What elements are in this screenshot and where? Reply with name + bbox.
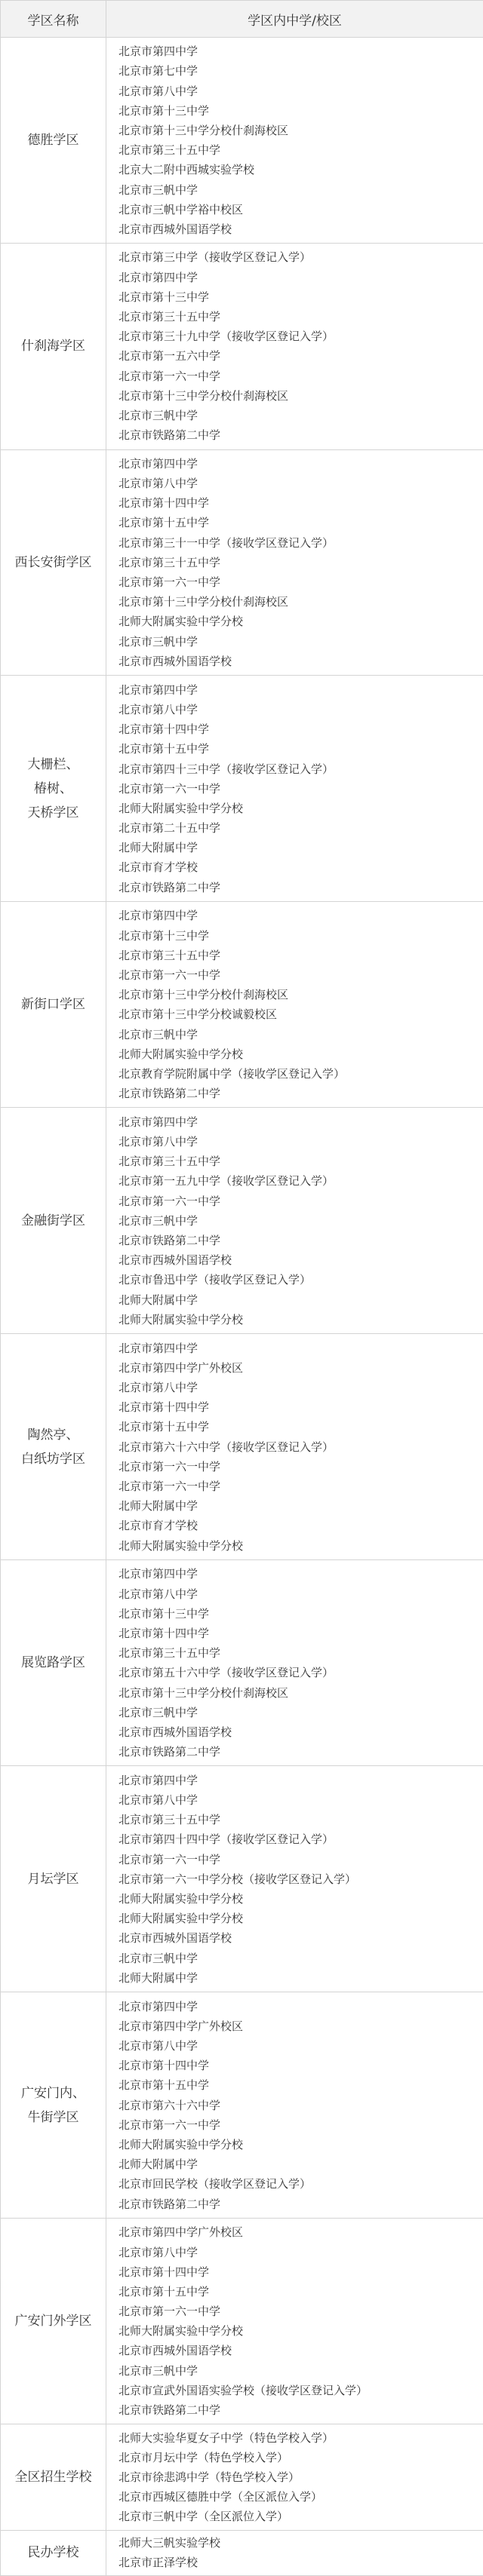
school-item: 北京市三帆中学 bbox=[118, 1705, 198, 1719]
school-list bbox=[106, 1562, 483, 1764]
school-item: 北师大附属实验中学分校 bbox=[118, 801, 244, 815]
school-item: 北京市第三十一中学（接收学区登记入学） bbox=[118, 535, 334, 550]
school-item: 北京市第八中学 bbox=[118, 1381, 198, 1395]
school-item: 北京大二附中西城实验学校 bbox=[118, 163, 255, 177]
school-item: 北京市第四中学 bbox=[118, 1999, 198, 2013]
district-row bbox=[1, 902, 483, 1108]
school-item: 北京市第三十五中学 bbox=[118, 1646, 221, 1661]
school-item: 北京市第八中学 bbox=[118, 702, 198, 716]
school-item: 北京市第八中学 bbox=[118, 1587, 198, 1601]
school-item: 北京市第三十五中学 bbox=[118, 1155, 221, 1169]
school-item: 北京市第十三中学分校什刹海校区 bbox=[118, 388, 289, 403]
school-item: 北京市西城外国语学校 bbox=[118, 222, 232, 236]
school-item: 北京市第六十六中学 bbox=[118, 2098, 221, 2112]
district-row bbox=[1, 2219, 483, 2424]
district-row bbox=[1, 2424, 483, 2530]
school-item: 北京市第四中学广外校区 bbox=[118, 1360, 244, 1375]
school-item: 北京市西城外国语学校 bbox=[118, 654, 232, 668]
school-list bbox=[106, 1768, 483, 1990]
header-schools: 学区内中学/校区 bbox=[106, 1, 483, 38]
school-item: 北京市第一六一中学分校（接收学区登记入学） bbox=[118, 1872, 357, 1886]
school-item: 北京市三帆中学 bbox=[118, 1213, 198, 1228]
district-name: 西长安街学区 bbox=[1, 449, 106, 676]
school-item: 北京市三帆中学裕中校区 bbox=[118, 202, 244, 216]
school-item: 北京市第十三中学分校什刹海校区 bbox=[118, 123, 289, 137]
school-item: 北京市铁路第二中学 bbox=[118, 2197, 221, 2211]
school-item: 北京市第四中学 bbox=[118, 1341, 198, 1355]
district-schools bbox=[106, 449, 483, 676]
school-item: 北师大三帆实验学校 bbox=[118, 2536, 221, 2550]
school-item: 北京市第十四中学 bbox=[118, 722, 210, 737]
header-district-name: 学区名称 bbox=[1, 1, 106, 38]
school-item: 北京市第一五九中学（接收学区登记入学） bbox=[118, 1174, 334, 1188]
school-list bbox=[106, 2531, 483, 2574]
school-item: 北京市西城区德胜中学（全区派位入学） bbox=[118, 2490, 323, 2504]
school-item: 北京市第四中学 bbox=[118, 44, 198, 59]
school-item: 北京市育才学校 bbox=[118, 1519, 198, 1533]
district-name: 展览路学区 bbox=[1, 1560, 106, 1766]
school-item: 北京市西城外国语学校 bbox=[118, 1931, 232, 1946]
school-list bbox=[106, 903, 483, 1106]
school-item: 北京市第一六一中学 bbox=[118, 1852, 221, 1866]
district-row bbox=[1, 449, 483, 676]
school-item: 北京市第一六一中学 bbox=[118, 1194, 221, 1208]
school-item: 北京市第八中学 bbox=[118, 2039, 198, 2053]
district-name: 广安门内、 牛街学区 bbox=[1, 1992, 106, 2219]
school-item: 北京市西城外国语学校 bbox=[118, 1253, 232, 1268]
school-item: 北京市第十三中学 bbox=[118, 928, 210, 943]
school-item: 北京市第一六一中学 bbox=[118, 2305, 221, 2319]
school-item: 北师大附属实验中学分校 bbox=[118, 1891, 244, 1906]
school-item: 北师大实验华夏女子中学（特色学校入学） bbox=[118, 2430, 334, 2445]
school-item: 北京市第十五中学 bbox=[118, 1420, 210, 1434]
district-name: 新街口学区 bbox=[1, 902, 106, 1108]
school-item: 北京市第一六一中学 bbox=[118, 575, 221, 590]
school-item: 北京市回民学校（接收学区登记入学） bbox=[118, 2177, 312, 2191]
school-item: 北京市第十三中学分校什刹海校区 bbox=[118, 1685, 289, 1700]
school-item: 北师大附属中学 bbox=[118, 1293, 198, 1307]
district-name: 全区招生学校 bbox=[1, 2424, 106, 2530]
school-item: 北京市第八中学 bbox=[118, 1793, 198, 1808]
school-item: 北京市第十四中学 bbox=[118, 496, 210, 511]
school-item: 北京市第十三中学分校什刹海校区 bbox=[118, 988, 289, 1002]
district-schools bbox=[106, 2530, 483, 2575]
school-item: 北京市第五十六中学（接收学区登记入学） bbox=[118, 1666, 334, 1680]
school-item: 北京市铁路第二中学 bbox=[118, 1233, 221, 1247]
school-item: 北京市三帆中学 bbox=[118, 1951, 198, 1965]
school-item: 北京市第十五中学 bbox=[118, 516, 210, 530]
school-item: 北京市西城外国语学校 bbox=[118, 2344, 232, 2358]
school-item: 北京市铁路第二中学 bbox=[118, 2403, 221, 2418]
school-item: 北京市第十四中学 bbox=[118, 2265, 210, 2279]
school-item: 北师大附属实验中学分校 bbox=[118, 615, 244, 629]
header-row bbox=[1, 1, 483, 38]
school-item: 北京市第八中学 bbox=[118, 84, 198, 98]
district-row bbox=[1, 676, 483, 902]
school-list bbox=[106, 1336, 483, 1558]
school-item: 北京市三帆中学 bbox=[118, 2363, 198, 2378]
school-item: 北京市西城外国语学校 bbox=[118, 1725, 232, 1739]
district-name: 月坛学区 bbox=[1, 1766, 106, 1992]
school-item: 北京市第十三中学分校什刹海校区 bbox=[118, 595, 289, 609]
school-item: 北京教育学院附属中学（接收学区登记入学） bbox=[118, 1066, 346, 1081]
district-schools bbox=[106, 2424, 483, 2530]
school-item: 北京市第十五中学 bbox=[118, 2284, 210, 2298]
school-item: 北京市第一六一中学 bbox=[118, 369, 221, 383]
school-item: 北京市三帆中学 bbox=[118, 1027, 198, 1041]
school-item: 北京市第一六一中学 bbox=[118, 968, 221, 982]
school-item: 北京市第三十五中学 bbox=[118, 1813, 221, 1827]
school-item: 北京市月坛中学（特色学校入学） bbox=[118, 2450, 289, 2464]
school-item: 北师大附属中学 bbox=[118, 2157, 198, 2172]
table-body bbox=[1, 38, 483, 2576]
district-name: 德胜学区 bbox=[1, 38, 106, 244]
district-name: 金融街学区 bbox=[1, 1108, 106, 1334]
district-row bbox=[1, 1334, 483, 1560]
school-item: 北京市第四中学 bbox=[118, 909, 198, 923]
school-item: 北京市三帆中学（全区派位入学） bbox=[118, 2510, 289, 2524]
district-schools bbox=[106, 1766, 483, 1992]
school-item: 北师大附属实验中学分校 bbox=[118, 1312, 244, 1326]
school-item: 北京市铁路第二中学 bbox=[118, 1745, 221, 1759]
school-item: 北京市第三十九中学（接收学区登记入学） bbox=[118, 330, 334, 344]
school-item: 北京市育才学校 bbox=[118, 860, 198, 875]
school-item: 北京市第一六一中学 bbox=[118, 781, 221, 796]
school-item: 北京市第十五中学 bbox=[118, 742, 210, 756]
school-list bbox=[106, 39, 483, 241]
district-row bbox=[1, 1108, 483, 1334]
school-item: 北京市第一五六中学 bbox=[118, 349, 221, 363]
district-row bbox=[1, 1560, 483, 1766]
school-item: 北京市第四中学 bbox=[118, 1567, 198, 1581]
school-item: 北师大附属实验中学分校 bbox=[118, 2138, 244, 2151]
school-list bbox=[106, 678, 483, 900]
school-item: 北京市第四十四中学（接收学区登记入学） bbox=[118, 1832, 334, 1847]
school-item: 北京市第一六一中学 bbox=[118, 1459, 221, 1474]
district-name: 大栅栏、 椿树、 天桥学区 bbox=[1, 676, 106, 902]
district-name: 什刹海学区 bbox=[1, 244, 106, 449]
school-item: 北京市第八中学 bbox=[118, 2245, 198, 2259]
school-item: 北京市第一六一中学 bbox=[118, 1480, 221, 1494]
school-list bbox=[106, 2220, 483, 2422]
school-item: 北京市第八中学 bbox=[118, 1135, 198, 1149]
school-item: 北京市第十三中学 bbox=[118, 1606, 210, 1621]
school-item: 北京市鲁迅中学（接收学区登记入学） bbox=[118, 1273, 312, 1287]
school-item: 北师大附属中学 bbox=[118, 1499, 198, 1513]
school-item: 北京市第四中学 bbox=[118, 270, 198, 284]
school-item: 北京市宣武外国语实验学校（接收学区登记入学） bbox=[118, 2383, 368, 2397]
district-schools bbox=[106, 1992, 483, 2219]
school-item: 北师大附属中学 bbox=[118, 1970, 198, 1985]
district-row bbox=[1, 244, 483, 449]
school-item: 北京市第十三中学 bbox=[118, 290, 210, 304]
district-schools bbox=[106, 244, 483, 449]
district-row bbox=[1, 1766, 483, 1992]
school-item: 北京市第十四中学 bbox=[118, 1400, 210, 1415]
school-item: 北京市第七中学 bbox=[118, 64, 198, 78]
district-name: 陶然亭、 白纸坊学区 bbox=[1, 1334, 106, 1560]
school-list bbox=[106, 1110, 483, 1332]
district-row bbox=[1, 38, 483, 244]
school-item: 北师大附属中学 bbox=[118, 841, 198, 855]
school-item: 北京市三帆中学 bbox=[118, 182, 198, 197]
district-schools bbox=[106, 1560, 483, 1766]
school-item: 北京市铁路第二中学 bbox=[118, 428, 221, 443]
district-schools bbox=[106, 1334, 483, 1560]
school-item: 北京市第六十六中学（接收学区登记入学） bbox=[118, 1440, 334, 1454]
school-item: 北京市第四中学广外校区 bbox=[118, 2225, 244, 2240]
school-item: 北京市第四中学 bbox=[118, 1773, 198, 1787]
school-item: 北京市第四中学广外校区 bbox=[118, 2019, 244, 2033]
district-schools bbox=[106, 902, 483, 1108]
school-item: 北京市第十三中学分校诚毅校区 bbox=[118, 1007, 278, 1022]
school-item: 北京市第八中学 bbox=[118, 477, 198, 491]
school-item: 北京市三帆中学 bbox=[118, 634, 198, 649]
school-item: 北京市第三十五中学 bbox=[118, 143, 221, 158]
district-schools bbox=[106, 676, 483, 902]
school-item: 北京市徐悲鸿中学（特色学校入学） bbox=[118, 2470, 300, 2484]
school-item: 北师大附属实验中学分校 bbox=[118, 1912, 244, 1926]
school-item: 北京市第三中学（接收学区登记入学） bbox=[118, 250, 312, 265]
school-item: 北京市铁路第二中学 bbox=[118, 880, 221, 894]
district-schools bbox=[106, 2219, 483, 2424]
school-list bbox=[106, 452, 483, 673]
district-row bbox=[1, 2530, 483, 2575]
school-item: 北京市第十五中学 bbox=[118, 2078, 210, 2093]
district-name: 民办学校 bbox=[1, 2530, 106, 2575]
school-item: 北京市正泽学校 bbox=[118, 2556, 198, 2570]
school-item: 北京市第十三中学 bbox=[118, 103, 210, 118]
district-row bbox=[1, 1992, 483, 2219]
school-item: 北师大附属实验中学分校 bbox=[118, 1047, 244, 1061]
district-schools bbox=[106, 1108, 483, 1334]
district-schools bbox=[106, 38, 483, 244]
school-item: 北京市第四中学 bbox=[118, 456, 198, 471]
school-item: 北京市第四十三中学（接收学区登记入学） bbox=[118, 762, 334, 776]
school-list bbox=[106, 245, 483, 447]
school-item: 北师大附属实验中学分校 bbox=[118, 2324, 244, 2338]
school-item: 北京市第三十五中学 bbox=[118, 310, 221, 324]
school-item: 北京市第十四中学 bbox=[118, 1626, 210, 1640]
school-item: 北京市第二十五中学 bbox=[118, 821, 221, 836]
school-item: 北京市第三十五中学 bbox=[118, 555, 221, 569]
district-name: 广安门外学区 bbox=[1, 2219, 106, 2424]
school-item: 北京市第一六一中学 bbox=[118, 2118, 221, 2132]
school-list bbox=[106, 1995, 483, 2216]
school-item: 北京市第三十五中学 bbox=[118, 948, 221, 962]
school-list bbox=[106, 2426, 483, 2529]
school-item: 北师大附属实验中学分校 bbox=[118, 1538, 244, 1553]
school-item: 北京市铁路第二中学 bbox=[118, 1087, 221, 1101]
school-item: 北京市三帆中学 bbox=[118, 408, 198, 422]
school-item: 北京市第四中学 bbox=[118, 1115, 198, 1129]
school-item: 北京市第十四中学 bbox=[118, 2059, 210, 2073]
school-item: 北京市第四中学 bbox=[118, 682, 198, 697]
